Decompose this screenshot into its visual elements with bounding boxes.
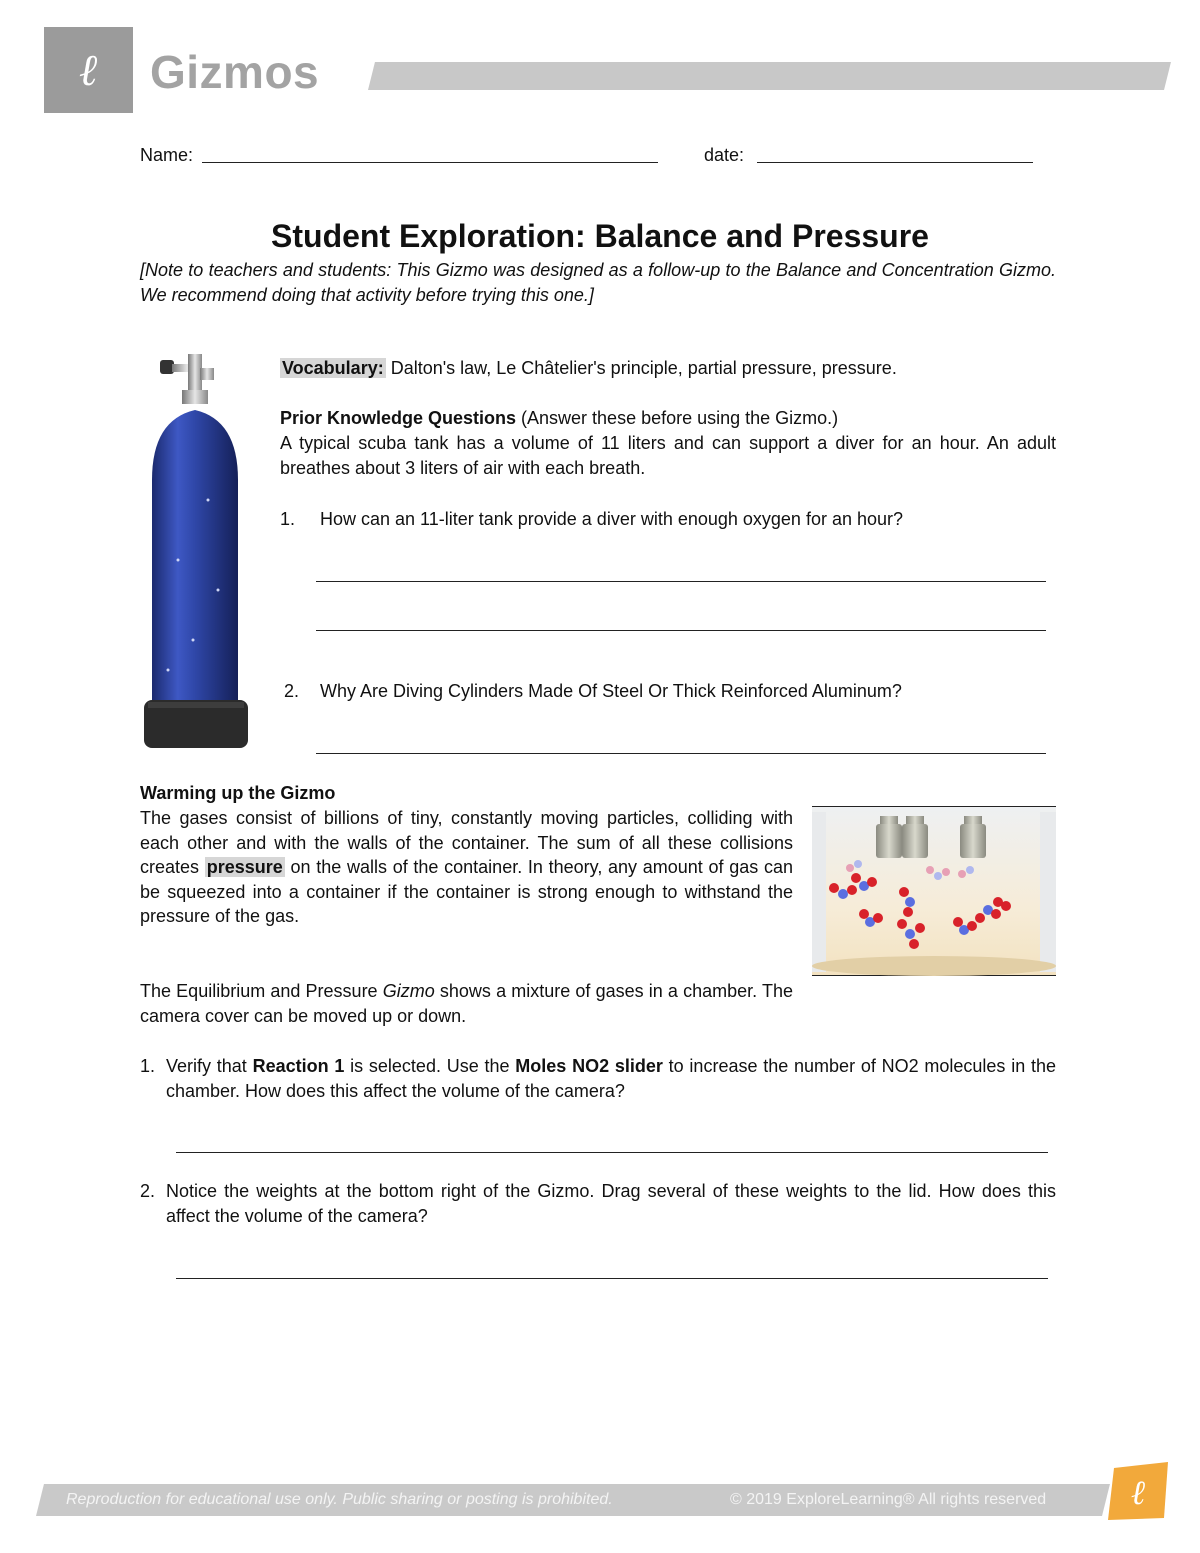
prior-knowledge-heading: Prior Knowledge Questions — [280, 408, 517, 428]
pk-question-1-number: 1. — [280, 509, 296, 529]
header-decor-bar — [368, 62, 1171, 90]
explorelearning-logo — [44, 27, 133, 113]
pk-answer-1a[interactable] — [316, 567, 1046, 582]
name-field[interactable] — [202, 148, 658, 163]
prior-knowledge-heading-line — [280, 406, 1056, 431]
footer-copyright: © 2019 ExploreLearning® All rights reserved — [730, 1491, 1047, 1508]
scuba-tank-image — [138, 350, 258, 750]
prior-knowledge-intro: A typical scuba tank has a volume of 11 liters and can support a diver for an hour. An adult breathes about 3 liters of air with each breath. — [280, 433, 1056, 478]
pk-answer-1b[interactable] — [316, 616, 1046, 631]
warmup-p1-text-a: The gases consist of billions of tiny, constantly moving particles, colliding with each other and with the walls of the container. The sum of all these collisions creates — [140, 808, 793, 877]
warmup-answer-2[interactable] — [176, 1264, 1048, 1279]
gizmo-chamber-image — [812, 806, 1056, 976]
warmup-question-2: Notice the weights at the bottom right of the Gizmo. Drag several of these weights to the lid. How does this affect the volume of the camera? — [166, 1181, 1056, 1226]
reaction-1-term: Reaction 1 — [252, 1056, 345, 1076]
vocabulary-label: Vocabulary: — [282, 358, 384, 378]
footer-el-logo-icon — [1104, 1460, 1172, 1522]
warmup-p2-text-b: shows a mixture of gases in a chamber. The camera cover can be moved up or down. — [140, 981, 793, 1026]
warmup-heading: Warming up the Gizmo — [140, 783, 336, 803]
pk-question-1: How can an 11-liter tank provide a diver with enough oxygen for an hour? — [320, 509, 904, 529]
page-title: Student Exploration: Balance and Pressure — [271, 218, 929, 254]
prior-knowledge-note: (Answer these before using the Gizmo.) — [516, 408, 839, 428]
wq1-text-a: Verify that — [166, 1056, 253, 1076]
pk-question-2: Why Are Diving Cylinders Made Of Steel Or Thick Reinforced Aluminum? — [320, 681, 902, 701]
warmup-question-1 — [166, 1054, 1056, 1103]
el-logo-icon — [44, 27, 133, 113]
pk-answer-2[interactable] — [316, 739, 1046, 754]
warmup-question-1-number: 1. — [140, 1056, 156, 1076]
warmup-p2-italic: Gizmo — [382, 981, 435, 1001]
gizmos-brand: Gizmos — [150, 46, 320, 98]
date-label: date: — [704, 145, 745, 165]
wq1-text-c: to increase the number of NO2 molecules in the chamber. How does this affect the volume of the camera? — [166, 1056, 1056, 1101]
warmup-p2-text-a: The Equilibrium and Pressure — [140, 981, 383, 1001]
moles-no2-slider-term: Moles NO2 slider — [515, 1056, 663, 1076]
pressure-term: pressure — [206, 857, 283, 877]
vocabulary-terms: Dalton's law, Le Châtelier's principle, partial pressure, pressure. — [385, 358, 897, 378]
footer-usage-notice: Reproduction for educational use only. Public sharing or posting is prohibited. — [66, 1491, 613, 1508]
warmup-p1-text-b: on the walls of the container. In theory, any amount of gas can be squeezed into a container if the container is strong enough to withstand the pressure of the gas. — [140, 857, 793, 926]
wq1-text-b: is selected. Use the — [344, 1056, 516, 1076]
svg-text:ℓ: ℓ — [1130, 1473, 1146, 1513]
vocabulary-line — [280, 356, 1056, 381]
warmup-answer-1[interactable] — [176, 1138, 1048, 1153]
pk-question-2-number: 2. — [284, 681, 300, 701]
warmup-question-2-number: 2. — [140, 1181, 156, 1201]
teacher-note: [Note to teachers and students: This Gizmo was designed as a follow-up to the Balance and Concentration Gizmo. We recommend doing that activity before trying this one.] — [140, 260, 1056, 305]
warmup-paragraph-2 — [140, 979, 793, 1028]
svg-text:ℓ: ℓ — [78, 45, 98, 96]
name-label: Name: — [140, 145, 194, 165]
date-field[interactable] — [757, 148, 1033, 163]
warmup-paragraph-1 — [140, 806, 793, 929]
